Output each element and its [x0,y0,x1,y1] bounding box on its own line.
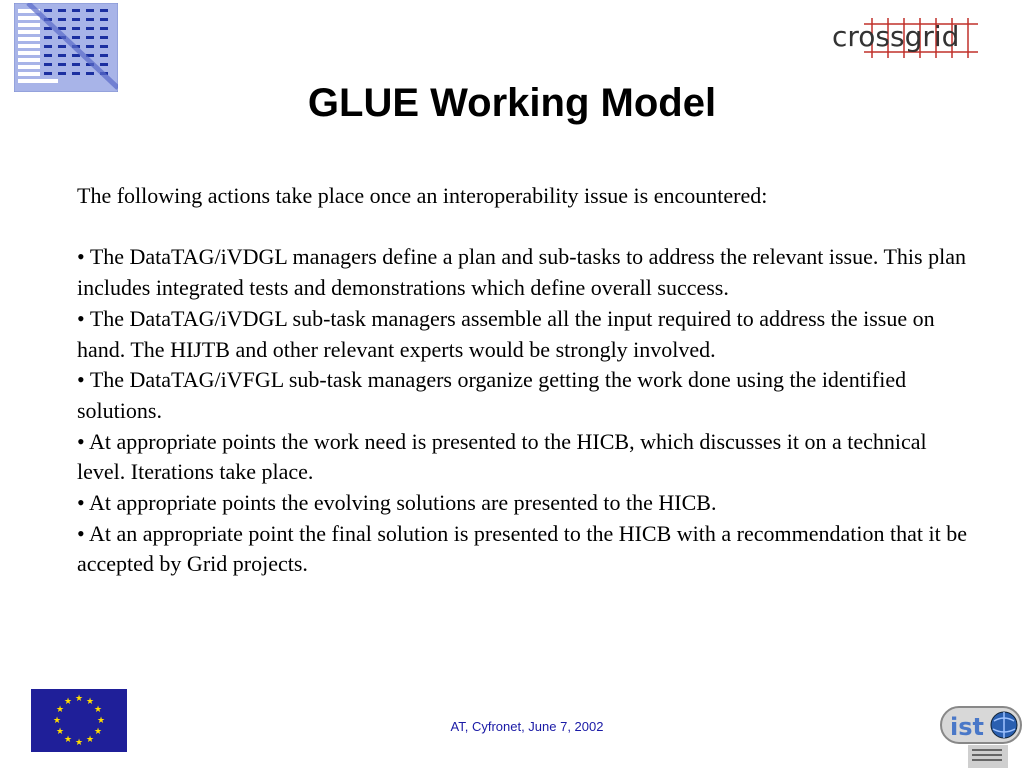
svg-text:★: ★ [63,697,73,707]
bullet-item [77,304,977,365]
svg-text:ist: ist [950,713,984,741]
intro-paragraph: The following actions take place once an interoperability issue is encountered: [77,183,768,208]
svg-text:★: ★ [74,738,84,748]
bullet-text: The DataTAG/iVFGL sub-task managers organize getting the work done using the identified solutions. [77,367,907,423]
bullet-item [77,519,977,580]
bullet-text: At appropriate points the evolving solutions are presented to the HICB. [89,490,717,516]
slide-title: GLUE Working Model [307,81,717,125]
bullet-text: The DataTAG/iVDGL managers define a plan and sub-tasks to address the relevant issue. This plan includes integrated tests and demonstrations which define overall success. [77,244,966,301]
ist-logo [938,705,1024,768]
svg-text:★: ★ [63,735,73,745]
bullet-marker: • [77,367,85,393]
bullet-marker: • [77,520,85,546]
svg-text:★: ★ [74,694,84,704]
svg-text:crossgrid: crossgrid [832,20,960,53]
bullet-item [77,242,977,303]
bullet-marker: • [77,490,85,516]
crossgrid-logo [828,16,1006,60]
svg-text:★: ★ [55,705,65,715]
svg-text:★: ★ [85,697,95,707]
bullet-text: At an appropriate point the final solution is presented to the HICB with a recommendation that it be accepted by Grid projects. [77,520,967,577]
svg-text:★: ★ [85,735,95,745]
svg-text:★: ★ [55,727,65,737]
bullet-item [77,427,977,488]
bullet-marker: • [77,244,85,270]
svg-text:★: ★ [52,716,62,726]
svg-text:★: ★ [93,727,103,737]
bullet-item [77,488,977,519]
slide-body [77,181,977,580]
bullet-text: At appropriate points the work need is presented to the HICB, which discusses it on a technical level. Iterations take place. [77,428,927,485]
svg-text:★: ★ [93,705,103,715]
bullet-item [77,365,977,426]
bullet-text: The DataTAG/iVDGL sub-task managers assemble all the input required to address the issue on hand. The HIJTB and other relevant experts would be strongly involved. [77,305,935,362]
svg-text:★: ★ [96,716,106,726]
bullet-marker: • [77,305,85,331]
bullet-marker: • [77,428,85,454]
slide-footer: AT, Cyfronet, June 7, 2002 [450,719,604,734]
